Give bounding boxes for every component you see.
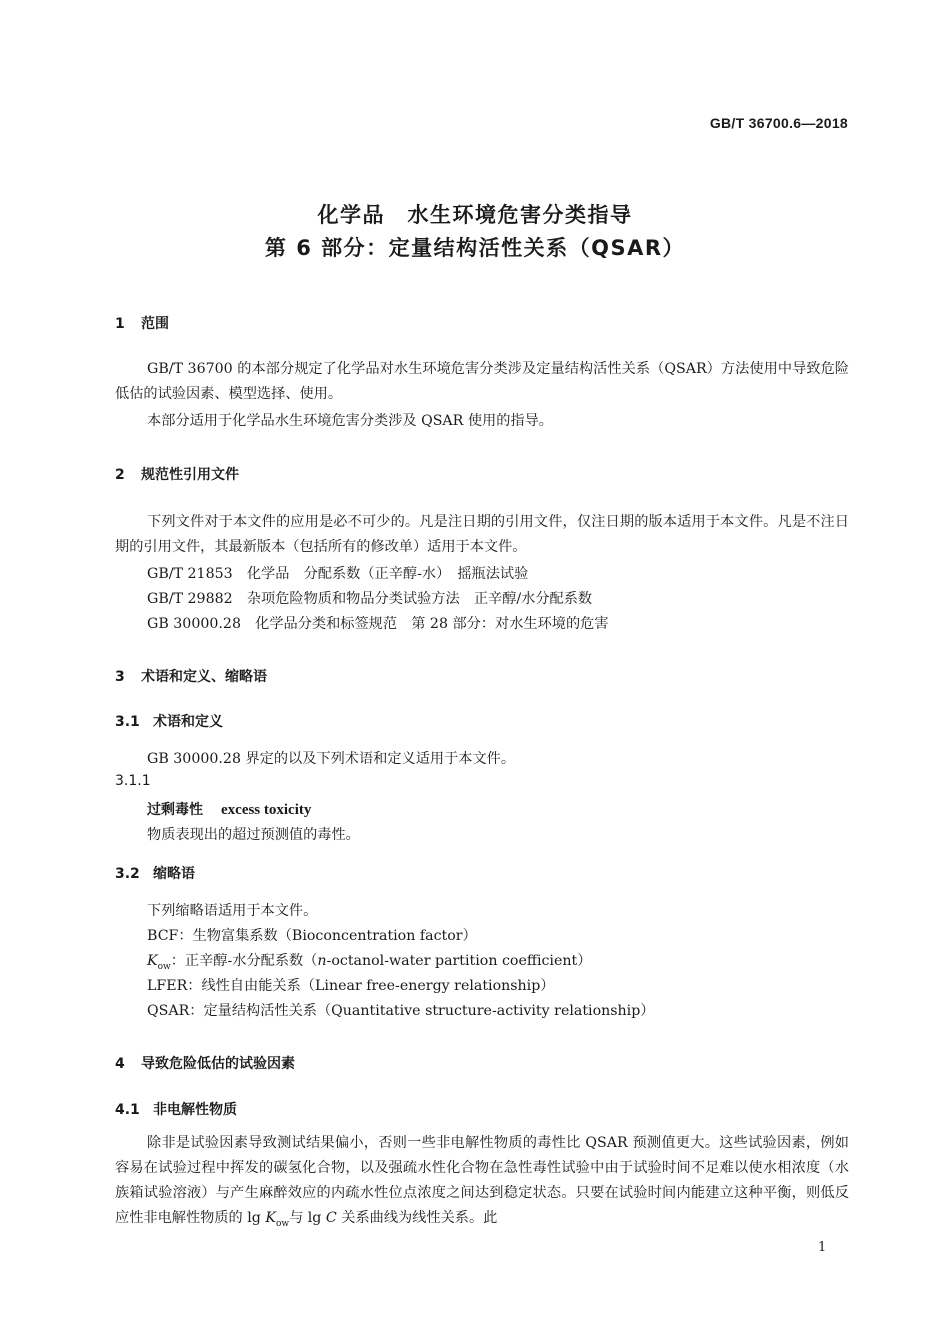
section-1-heading [115,313,169,333]
section-1-paragraph-1: GB/T 36700 的本部分规定了化学品对水生环境危害分类涉及定量结构活性关系（QSAR）方法使用中导致危险低估的试验因素、模型选择、使用。 [115,361,849,402]
section-title: 缩略语 [153,866,195,882]
term-number: 3.1.1 [115,773,151,789]
abbreviations-intro: 下列缩略语适用于本文件。 [147,903,318,919]
symbol-c: C [325,1210,337,1226]
reference-item: GB 30000.28 化学品分类和标签规范 第 28 部分：对水生环境的危害 [147,616,609,632]
abbreviation-bcf: BCF：生物富集系数（Bioconcentration factor） [147,928,477,944]
section-number: 2 [115,467,125,483]
abbreviation-lfer: LFER：线性自由能关系（Linear free-energy relationship） [147,978,555,994]
abbreviation-qsar: QSAR：定量结构活性关系（Quantitative structure-activity relationship） [147,1003,655,1019]
standard-number: GB/T 36700.6—2018 [709,115,848,131]
section-number: 3 [115,669,125,685]
symbol-k: K [265,1210,276,1226]
section-title: 术语和定义 [153,714,223,730]
reference-item: GB/T 21853 化学品 分配系数（正辛醇-水） 摇瓶法试验 [147,566,529,582]
section-2-paragraph-1: 下列文件对于本文件的应用是必不可少的。凡是注日期的引用文件，仅注日期的版本适用于本文件。凡是不注日期的引用文件，其最新版本（包括所有的修改单）适用于本文件。 [115,514,849,555]
reference-item: GB/T 29882 杂项危险物质和物品分类试验方法 正辛醇/水分配系数 [147,591,593,607]
section-3-2-heading [115,863,195,883]
section-number: 3.1 [115,714,140,730]
section-number: 4 [115,1056,125,1072]
section-title: 非电解性物质 [153,1102,237,1118]
symbol-k: K [147,953,158,969]
paragraph-text: 除非是试验因素导致测试结果偏小，否则一些非电解性物质的毒性比 QSAR 预测值更大。这些试验因素，例如容易在试验过程中挥发的碳氢化合物，以及强疏水性化合物在急性毒性试验中由于试验时间不足难以使水相浓度（水族箱试验溶液）与产生麻醉效应的内疏水性位点浓度之间达到稳定状态。只要在试验时间内能建立这种平衡，则低反应性非电解性物质的 lg [115,1135,849,1226]
paragraph-text: 与 lg [289,1210,326,1226]
paragraph-text: 关系曲线为线性关系。此 [336,1210,498,1226]
section-number: 3.2 [115,866,140,882]
section-2-heading [115,464,239,484]
section-3-1-paragraph: GB 30000.28 界定的以及下列术语和定义适用于本文件。 [147,751,516,767]
term-entry [147,799,311,819]
term-english: excess toxicity [221,802,312,818]
section-number: 4.1 [115,1102,140,1118]
page-number: 1 [818,1240,827,1255]
term-chinese: 过剩毒性 [147,802,203,818]
section-title: 导致危险低估的试验因素 [141,1056,295,1072]
section-title: 规范性引用文件 [141,467,239,483]
abbreviation-text: ：正辛醇-水分配系数（ [170,953,318,969]
italic-n: n [317,953,327,969]
section-4-heading [115,1053,295,1073]
section-title: 范围 [141,316,169,332]
abbreviation-kow [147,950,591,972]
symbol-subscript: ow [275,1218,290,1229]
section-title: 术语和定义、缩略语 [141,669,267,685]
term-definition: 物质表现出的超过预测值的毒性。 [147,827,360,843]
section-number: 1 [115,316,125,332]
section-3-1-heading [115,711,223,731]
section-1-paragraph-2: 本部分适用于化学品水生环境危害分类涉及 QSAR 使用的指导。 [147,413,553,429]
symbol-subscript: ow [157,961,171,972]
abbreviation-text: -octanol-water partition coefficient） [326,953,592,969]
section-4-1-heading [115,1099,237,1119]
section-3-heading [115,666,267,686]
section-4-1-paragraph [115,1131,849,1237]
document-title-line2: 第 6 部分：定量结构活性关系（QSAR） [264,236,686,260]
document-title-line1: 化学品 水生环境危害分类指导 [317,203,633,227]
